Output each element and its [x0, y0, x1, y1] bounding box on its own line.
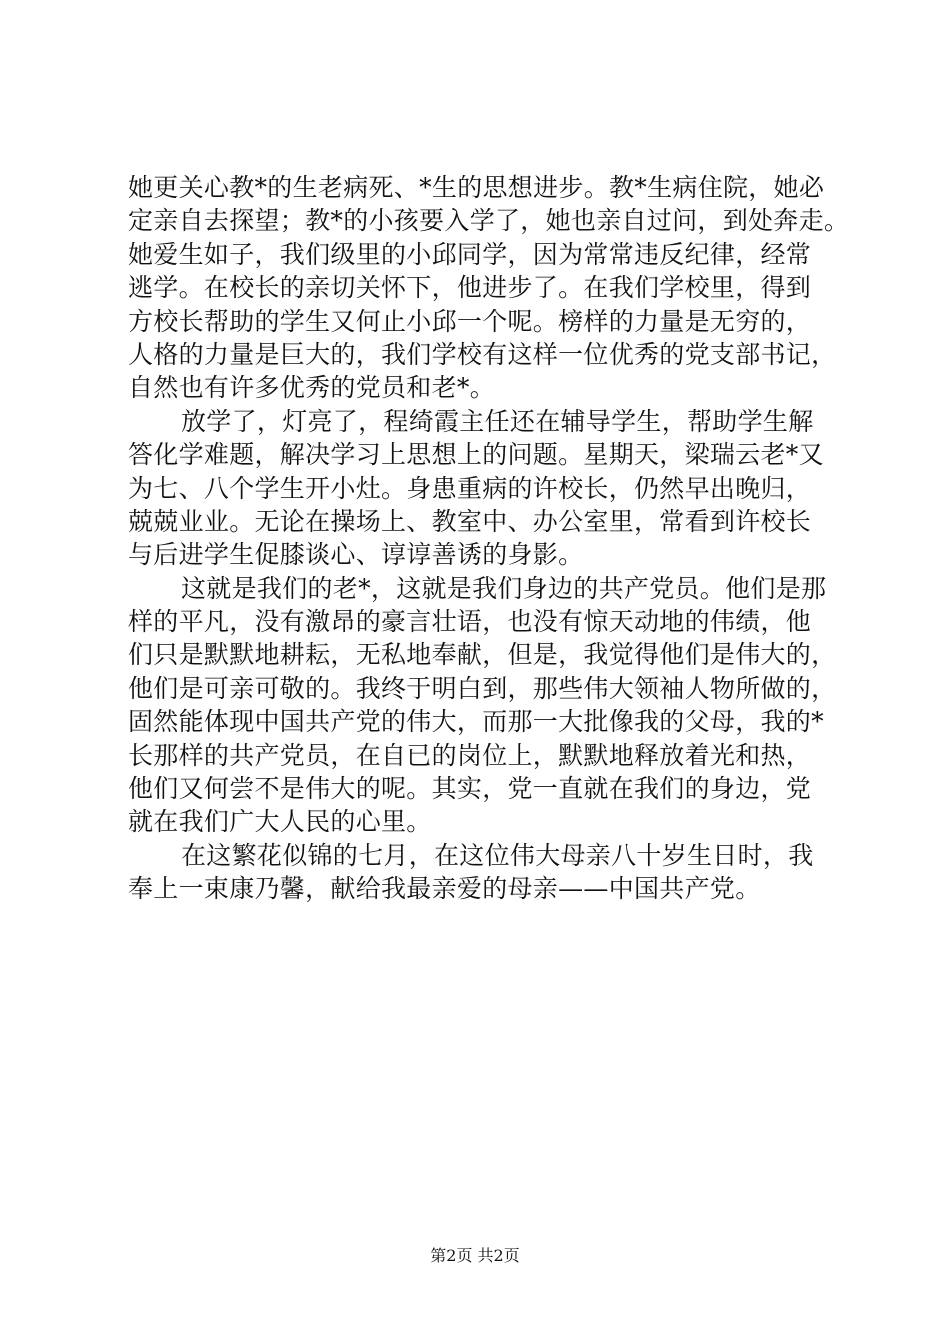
- text-line: 们只是默默地耕耘，无私地奉献，但是，我觉得他们是伟大的，: [128, 640, 837, 670]
- page-number-label: 第2页 共2页: [430, 1246, 520, 1265]
- text-line: 为七、八个学生开小灶。身患重病的许校长，仍然早出晚归，: [128, 473, 812, 503]
- text-line: 在这繁花似锦的七月，在这位伟大母亲八十岁生日时，我: [181, 840, 814, 870]
- text-line: 自然也有许多优秀的党员和老*。: [128, 373, 496, 403]
- text-line: 她爱生如子，我们级里的小邱同学，因为常常违反纪律，经常: [128, 239, 812, 269]
- text-line: 兢兢业业。无论在操场上、教室中、办公室里，常看到许校长: [128, 506, 812, 536]
- text-line: 这就是我们的老*，这就是我们身边的共产党员。他们是那: [181, 573, 827, 603]
- text-line: 答化学难题，解决学习上思想上的问题。星期天，梁瑞云老*又: [128, 440, 824, 470]
- document-body: [128, 171, 850, 906]
- text-line: 他们是可亲可敬的。我终于明白到，那些伟大领袖人物所做的，: [128, 673, 837, 703]
- text-line: 她更关心教*的生老病死、*生的思想进步。教*生病住院，她必: [128, 173, 825, 202]
- paragraph-1: [128, 171, 850, 405]
- page-footer: [0, 1245, 950, 1267]
- text-line: 奉上一束康乃馨，献给我最亲爱的母亲——中国共产党。: [128, 874, 761, 904]
- text-line: 定亲自去探望；教*的小孩要入学了，她也亲自过问，到处奔走。: [128, 206, 850, 236]
- text-line: 固然能体现中国共产党的伟大，而那一大批像我的父母，我的*: [128, 707, 824, 737]
- text-line: 与后进学生促膝谈心、谆谆善诱的身影。: [128, 540, 584, 570]
- text-line: 逃学。在校长的亲切关怀下，他进步了。在我们学校里，得到: [128, 273, 812, 303]
- paragraph-4: [128, 839, 833, 906]
- text-line: 样的平凡，没有激昂的豪言壮语，也没有惊天动地的伟绩，他: [128, 607, 812, 637]
- text-line: 他们又何尝不是伟大的呢。其实，党一直就在我们的身边，党: [128, 774, 812, 804]
- text-line: 方校长帮助的学生又何止小邱一个呢。榜样的力量是无穷的，: [128, 306, 812, 336]
- text-line: 人格的力量是巨大的，我们学校有这样一位优秀的党支部书记，: [128, 339, 837, 369]
- paragraph-3: [128, 572, 837, 839]
- text-line: 放学了，灯亮了，程绮霞主任还在辅导学生，帮助学生解: [181, 406, 814, 436]
- text-line: 就在我们广大人民的心里。: [128, 807, 432, 837]
- text-line: 长那样的共产党员，在自已的岗位上，默默地释放着光和热，: [128, 740, 812, 770]
- paragraph-2: [128, 405, 833, 572]
